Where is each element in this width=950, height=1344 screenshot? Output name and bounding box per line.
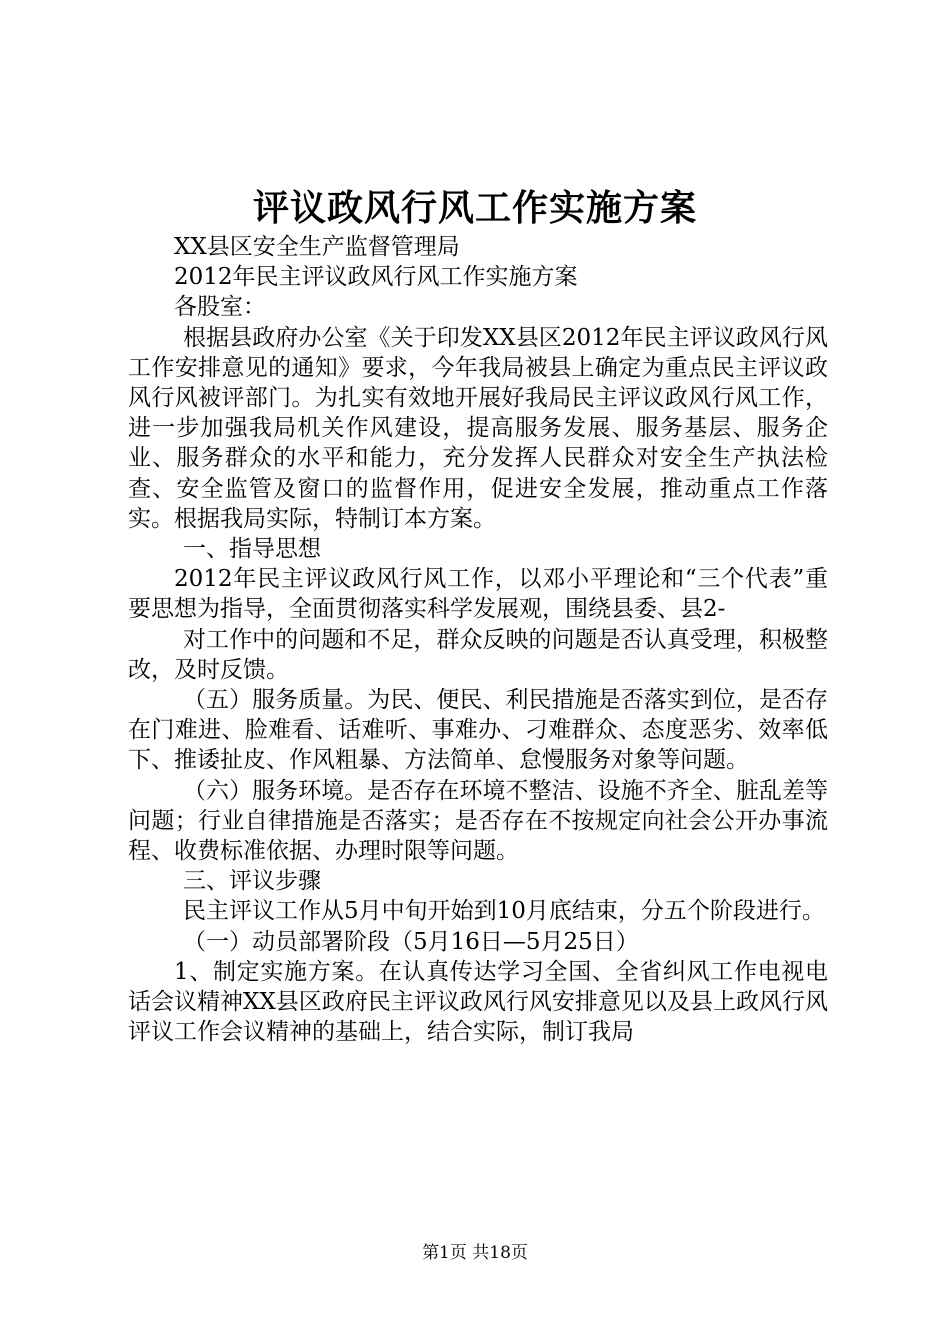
page-footer: 第1页 共18页 — [422, 1243, 528, 1263]
heading-mobilization-phase: （一）动员部署阶段（5月16日—5月25日） — [183, 928, 639, 955]
paragraph-issuer: XX县区安全生产监督管理局 — [174, 234, 460, 260]
paragraph-guiding-principle: 2012年民主评议政风行风工作，以邓小平理论和“三个代表”重要思想为指导，全面贯彻落实科学发展观，围绕县委、县2- — [128, 566, 828, 623]
heading-review-steps: 三、评议步骤 — [183, 868, 321, 895]
paragraph-implementation-plan: 1、制定实施方案。在认真传达学习全国、全省纠风工作电视电话会议精神XX县区政府民主评议政风行风安排意见以及县上政风行风评议工作会议精神的基础上，结合实际，制订我局 — [128, 958, 828, 1046]
paragraph-intro: 根据县政府办公室《关于印发XX县区2012年民主评议政风行风工作安排意见的通知》要求，今年我局被县上确定为重点民主评议政风行风被评部门。为扎实有效地开展好我局民主评议政风行风工作，进一步加强我局机关作风建设，提高服务发展、服务基层、服务企业、服务群众的水平和能力，充分发挥人民群众对安全生产执法检查、安全监管及窗口的监督作用，促进安全发展，推动重点工作落实。根据我局实际，特制订本方案。 — [128, 324, 828, 532]
paragraph-feedback: 对工作中的问题和不足，群众反映的问题是否认真受理，积极整改，及时反馈。 — [128, 626, 828, 683]
document-title: 评议政风行风工作实施方案 — [252, 187, 697, 229]
paragraph-salutation: 各股室： — [174, 294, 266, 321]
document-body — [128, 232, 828, 1047]
paragraph-subtitle: 2012年民主评议政风行风工作实施方案 — [174, 264, 578, 291]
paragraph-service-quality: （五）服务质量。为民、便民、利民措施是否落实到位，是否存在门难进、脸难看、话难听、事难办、刁难群众、态度恶劣、效率低下、推诿扯皮、作风粗暴、方法简单、怠慢服务对象等问题。 — [128, 687, 828, 774]
paragraph-review-schedule: 民主评议工作从5月中旬开始到10月底结束，分五个阶段进行。 — [183, 898, 825, 925]
heading-guiding-principle: 一、指导思想 — [183, 536, 321, 563]
paragraph-service-environment: （六）服务环境。是否存在环境不整洁、设施不齐全、脏乱差等问题；行业自律措施是否落实；是否存在不按规定向社会公开办事流程、收费标准依据、办理时限等问题。 — [128, 777, 828, 865]
